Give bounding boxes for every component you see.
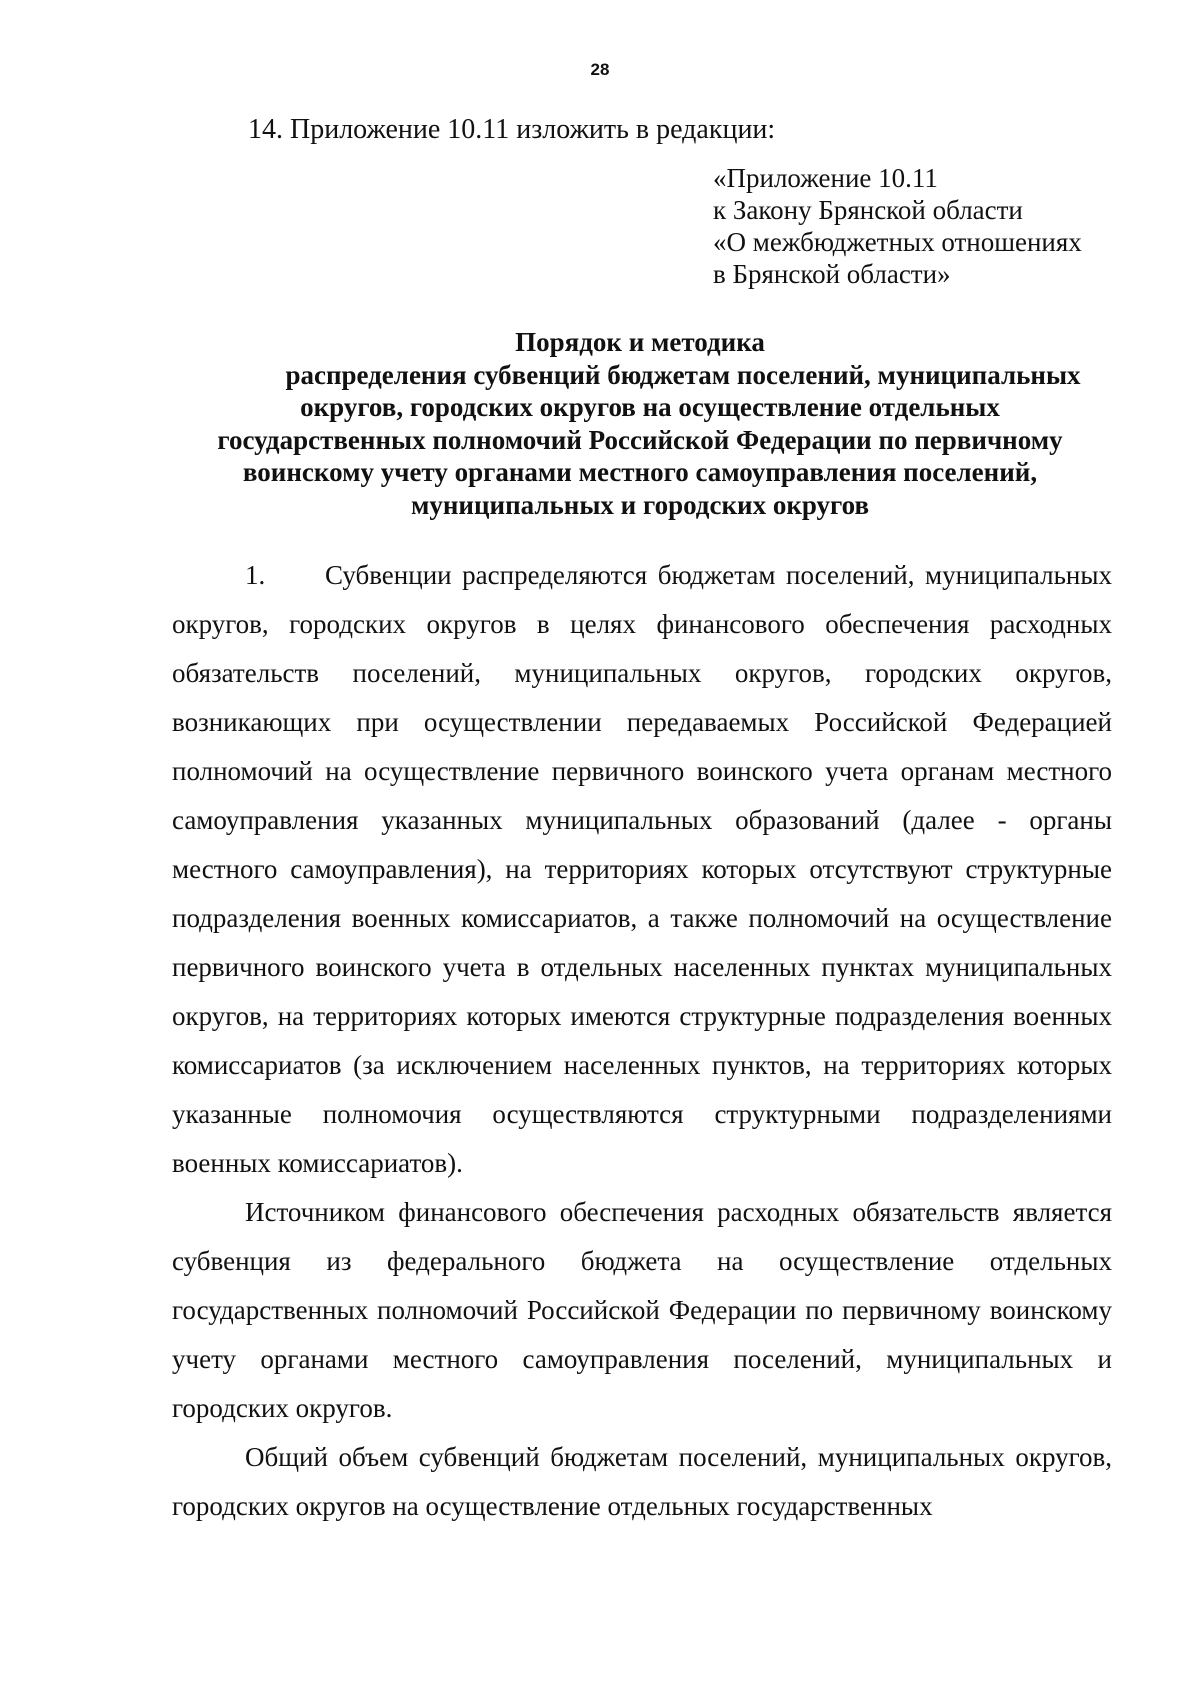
paragraph-1 xyxy=(172,551,1112,1188)
heading-line: Порядок и методика xyxy=(515,327,765,357)
paragraph-2 xyxy=(172,1188,1112,1433)
heading-line: муниципальных и городских округов xyxy=(410,489,870,520)
paragraph-number: 1. xyxy=(245,560,266,590)
heading-line: воинскому учету органами местного самоуправления поселений, xyxy=(242,457,1038,487)
paragraph-text: Субвенции распределяются бюджетам поселений, муниципальных округов, городских округов в целях финансового обеспечения расходных обязательств поселений, муниципальных округов, городских округов, возникающих при осуществлении передаваемых Российской Федерацией полномочий на осуществление первичного воинского учета органам местного самоуправления указанных муниципальных образований (далее - органы местного самоуправления), на территориях которых отсутствуют структурные подразделения военных комиссариатов, а также полномочий на осуществление первичного воинского учета в отдельных населенных пунктах муниципальных округов, на территориях которых имеются структурные подразделения военных комиссариатов (за исключением населенных пунктов, на территориях которых указанные полномочия осуществляются структурными подразделениями военных комиссариатов). xyxy=(172,560,1112,1178)
appendix-reference-block xyxy=(713,162,1082,290)
paragraph-3 xyxy=(172,1433,1112,1531)
heading-line: государственных полномочий Российской Федерации по первичному xyxy=(217,424,1063,455)
appendix-reference-line: в Брянской области» xyxy=(713,259,951,289)
paragraph-text: Источником финансового обеспечения расходных обязательств является субвенция из федерального бюджета на осуществление отдельных государственных полномочий Российской Федерации по первичному воинскому учету органами местного самоуправления поселений, муниципальных и городских округов. xyxy=(172,1197,1112,1423)
heading-line: округов, городских округов на осуществление отдельных xyxy=(300,392,1000,422)
page-number: 28 xyxy=(590,60,610,79)
amendment-instruction: 14. Приложение 10.11 изложить в редакции: xyxy=(248,114,776,145)
appendix-reference-line: «Приложение 10.11 xyxy=(713,163,938,193)
document-heading xyxy=(160,326,1120,521)
paragraph-text: Общий объем субвенций бюджетам поселений, муниципальных округов, городских округов на осуществление отдельных государственных xyxy=(172,1442,1112,1521)
heading-line: распределения субвенций бюджетам поселений, муниципальных xyxy=(285,359,1081,390)
appendix-reference-line: к Закону Брянской области xyxy=(713,195,1023,225)
document-body xyxy=(172,551,1112,1531)
appendix-reference-line: «О межбюджетных отношениях xyxy=(713,227,1082,257)
